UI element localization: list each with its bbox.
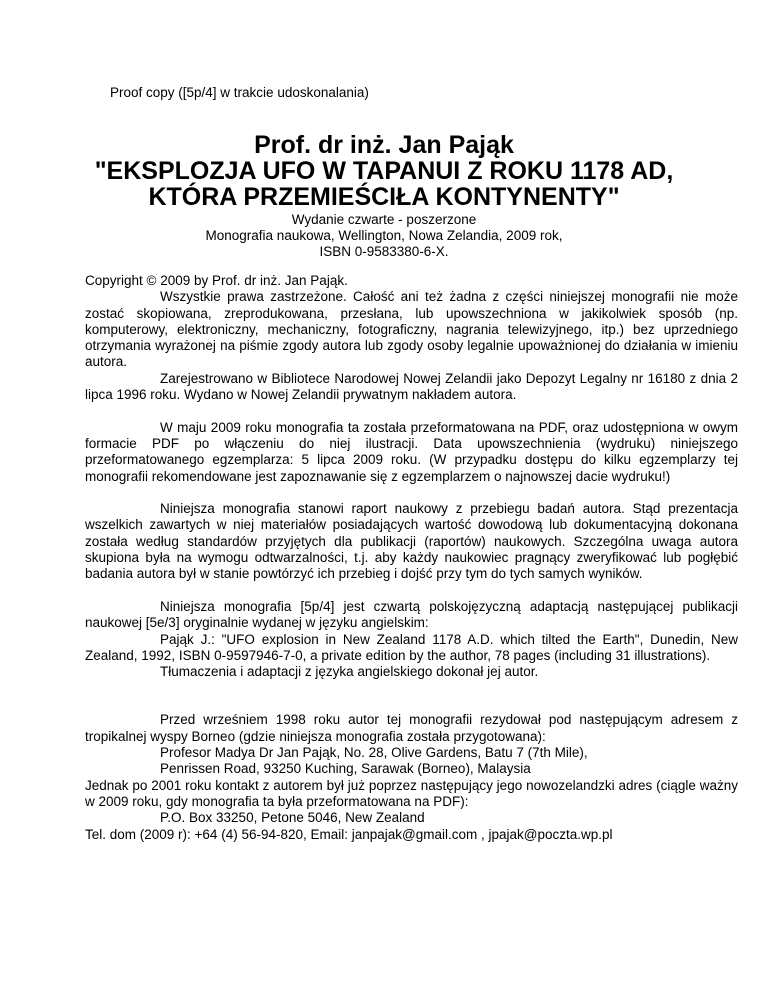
title-line-1: "EKSPLOZJA UFO W TAPANUI Z ROKU 1178 AD, bbox=[94, 157, 674, 185]
address-before-1998: Przed wrześniem 1998 roku autor tej monografii rezydował pod następującym adresem z tropikalnej wyspy Borneo (gdzie niniejsza monografia została przygotowana): bbox=[85, 712, 738, 744]
body-text bbox=[85, 273, 738, 843]
rights-paragraph: Wszystkie prawa zastrzeżone. Całość ani też żadna z części niniejszej monografii nie może zostać skopiowana, zreprodukowana, przesłana, lub upowszechniona w jakikolwiek sposób (np. komputerowy, elektroniczny, mechaniczny, fotograficzny, nagrania telewizyjnego, itp.) bez uprzedniego otrzymania wyrażonej na piśmie zgody autora lub zgody osoby legalnie upoważnionej do działania w imieniu autora. bbox=[85, 289, 738, 370]
copyright-line: Copyright © 2009 by Prof. dr inż. Jan Pająk. bbox=[85, 273, 348, 288]
translation-note: Tłumaczenia i adaptacji z języka angielskiego dokonał jej autor. bbox=[160, 664, 539, 680]
address-after-2001: Jednak po 2001 roku kontakt z autorem był już poprzez następujący jego nowozelandzki adres (ciągle ważny w 2009 roku, gdy monografia ta była przeformatowana na PDF): bbox=[85, 777, 738, 809]
nz-address: P.O. Box 33250, Petone 5046, New Zealand bbox=[160, 810, 425, 826]
report-paragraph: Niniejsza monografia stanowi raport naukowy z przebiegu badań autora. Stąd prezentacja wszelkich zawartych w niej materiałów posiadających wartość dowodową lub dokumentacyjną dokonana została według standardów przyjętych dla publikacji (raportów) naukowych. Szczególna uwaga autora skupiona była na wymogu odtwarzalności, t.j. aby każdy naukowiec pragnący zweryfikować lub pogłębić badania autora był w stanie powtórzyć ich przebieg i dojść przy tym do tych samych wyników. bbox=[85, 501, 738, 582]
original-reference: Pająk J.: "UFO explosion in New Zealand 1178 A.D. which tilted the Earth", Dunedin, New Zealand, 1992, ISBN 0-9597946-7-0, a private edition by the author, 78 pages (including 31 illustrations). bbox=[85, 631, 738, 663]
pdf-note-paragraph: W maju 2009 roku monografia ta została przeformatowana na PDF, oraz udostępniona w owym formacie PDF po włączeniu do niej ilustracji. Data upowszechnienia (wydruku) niniejszego przeformatowanego egzemplarza: 5 lipca 2009 roku. (W przypadku dostępu do kilku egzemplarzy tej monografii rekomendowane jest zapoznawanie się z egzemplarzem o najnowszej dacie wydruku!) bbox=[85, 419, 738, 484]
publication-line: Monografia naukowa, Wellington, Nowa Zelandia, 2009 rok, bbox=[205, 228, 563, 243]
title-line-2: KTÓRA PRZEMIEŚCIŁA KONTYNENTY" bbox=[148, 183, 620, 211]
borneo-address-line-1: Profesor Madya Dr Jan Pająk, No. 28, Olive Gardens, Batu 7 (7th Mile), bbox=[160, 745, 588, 761]
registration-paragraph: Zarejestrowano w Bibliotece Narodowej Nowej Zelandii jako Depozyt Legalny nr 16180 z dnia 2 lipca 1996 roku. Wydano w Nowej Zelandii prywatnym nakładem autora. bbox=[85, 370, 738, 403]
edition-line: Wydanie czwarte - poszerzone bbox=[291, 212, 477, 227]
proof-note: Proof copy ([5p/4] w trakcie udoskonalania) bbox=[110, 85, 369, 100]
adaptation-intro: Niniejsza monografia [5p/4] jest czwartą polskojęzyczną adaptacją następującej publikacji naukowej [5e/3] oryginalnie wydanej w języku angielskim: bbox=[85, 598, 738, 631]
contact-line: Tel. dom (2009 r): +64 (4) 56-94-820, Email: janpajak@gmail.com , jpajak@poczta.wp.pl bbox=[85, 826, 613, 842]
author-name: Prof. dr inż. Jan Pająk bbox=[254, 131, 514, 159]
title-block bbox=[90, 132, 678, 260]
borneo-address-line-2: Penrissen Road, 93250 Kuching, Sarawak (Borneo), Malaysia bbox=[160, 761, 531, 777]
isbn-line: ISBN 0-9583380-6-X. bbox=[319, 244, 449, 259]
